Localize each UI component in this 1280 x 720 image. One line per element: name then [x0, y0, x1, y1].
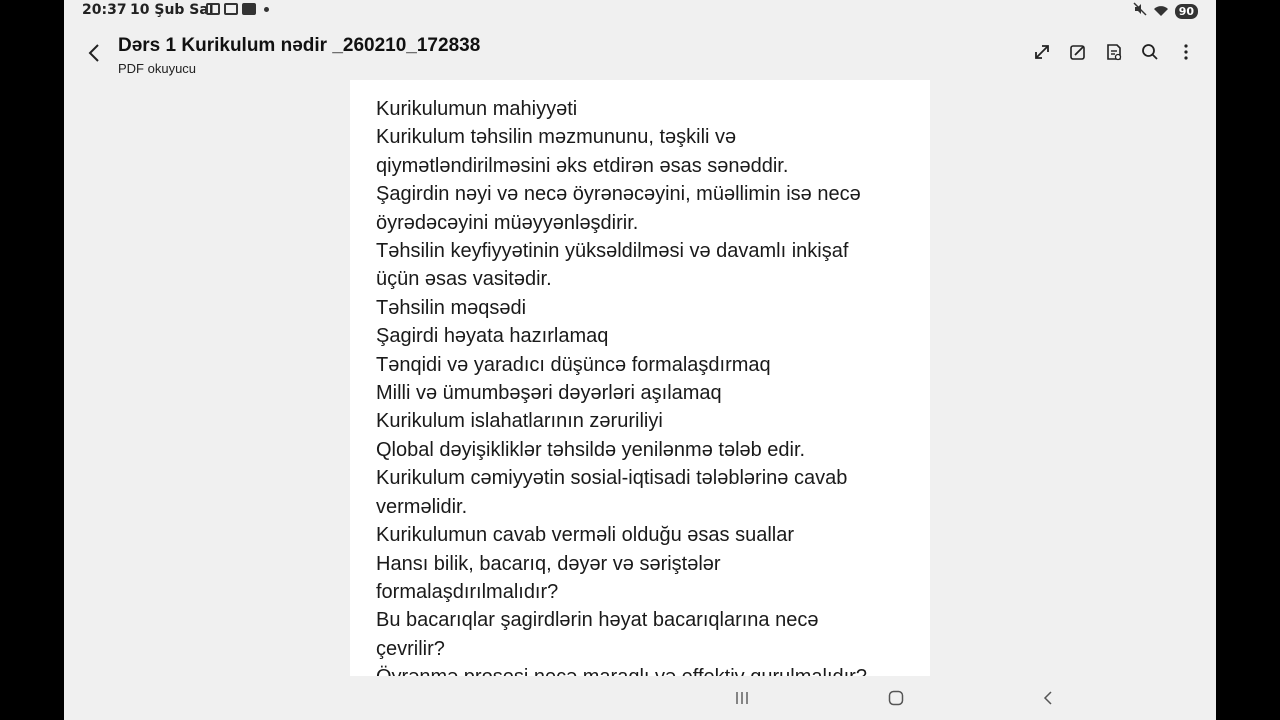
app-subtitle: PDF okuyucu — [118, 61, 197, 76]
status-date: 10 Şub Sal — [130, 2, 214, 18]
text-line: Kurikulum təhsilin məzmununu, təşkili və — [376, 126, 737, 149]
edit-button[interactable] — [1068, 42, 1088, 62]
toolbar — [1032, 42, 1196, 62]
more-options-button[interactable] — [1176, 42, 1196, 62]
home-button[interactable] — [886, 688, 906, 708]
text-line: üçün əsas vasitədir. — [376, 268, 552, 291]
nav-back-icon — [1042, 690, 1054, 706]
recent-apps-icon — [734, 691, 750, 705]
app-screen — [64, 0, 1216, 720]
home-icon — [888, 690, 904, 706]
text-line: Kurikulumun mahiyyəti — [376, 98, 578, 120]
text-line: Qlobal dəyişikliklər təhsildə yenilənmə tələb edir. — [376, 438, 806, 461]
text-line: Kurikulumun cavab verməli olduğu əsas suallar — [376, 524, 794, 547]
edit-icon — [1069, 43, 1087, 61]
mute-icon — [1133, 2, 1147, 20]
system-icons — [1133, 2, 1198, 20]
text-line: Milli və ümumbəşəri dəyərləri aşılamaq — [376, 382, 722, 405]
save-document-button[interactable] — [1104, 42, 1124, 62]
navigation-bar — [64, 676, 1216, 720]
expand-icon — [1033, 43, 1051, 61]
screenshot-icon — [206, 3, 220, 15]
more-vertical-icon — [1183, 43, 1189, 61]
text-line: formalaşdırılmalıdır? — [376, 580, 559, 603]
text-line: Təhsilin məqsədi — [376, 296, 527, 319]
screen-record-icon — [224, 3, 238, 15]
text-line: qiymətləndirilməsini əks etdirən əsas sənəddir. — [376, 154, 789, 177]
app-bar — [64, 22, 1216, 78]
text-line: Kurikulum islahatlarının zəruriliyi — [376, 410, 663, 433]
recent-apps-button[interactable] — [732, 688, 752, 708]
pdf-page-text — [376, 95, 906, 692]
text-line: Tənqidi və yaradıcı düşüncə formalaşdırmaq — [376, 353, 771, 376]
text-line: Şagirdin nəyi və necə öyrənəcəyini, müəllimin isə necə — [376, 183, 861, 206]
wifi-icon — [1153, 4, 1169, 18]
text-line: Təhsilin keyfiyyətinin yüksəldilməsi və davamlı inkişaf — [376, 240, 849, 263]
battery-indicator: 90 — [1175, 4, 1198, 19]
text-line: verməlidir. — [376, 495, 468, 518]
text-line: Bu bacarıqlar şagirdlərin həyat bacarıqlarına necə — [376, 609, 819, 632]
text-line: Kurikulum cəmiyyətin sosial-iqtisadi tələblərinə cavab — [376, 467, 848, 490]
status-bar — [64, 0, 1216, 22]
nav-back-button[interactable] — [1038, 688, 1058, 708]
expand-button[interactable] — [1032, 42, 1052, 62]
back-button[interactable] — [86, 42, 104, 64]
checkbox-notification-icon — [242, 3, 256, 15]
chevron-left-icon — [86, 42, 104, 64]
search-icon — [1141, 43, 1159, 61]
more-notifications-dot-icon — [264, 7, 269, 12]
search-button[interactable] — [1140, 42, 1160, 62]
text-line: öyrədəcəyini müəyyənləşdirir. — [376, 211, 639, 234]
status-time: 20:37 — [82, 2, 127, 18]
text-line: Hansı bilik, bacarıq, dəyər və səriştələr — [376, 552, 721, 575]
text-line: Şagirdi həyata hazırlamaq — [376, 325, 609, 348]
text-line: çevrilir? — [376, 637, 445, 660]
pdf-page[interactable] — [350, 80, 930, 676]
document-title: Dərs 1 Kurikulum nədir _260210_172838 — [118, 35, 481, 56]
notification-icons — [206, 3, 269, 15]
document-save-icon — [1105, 43, 1123, 61]
